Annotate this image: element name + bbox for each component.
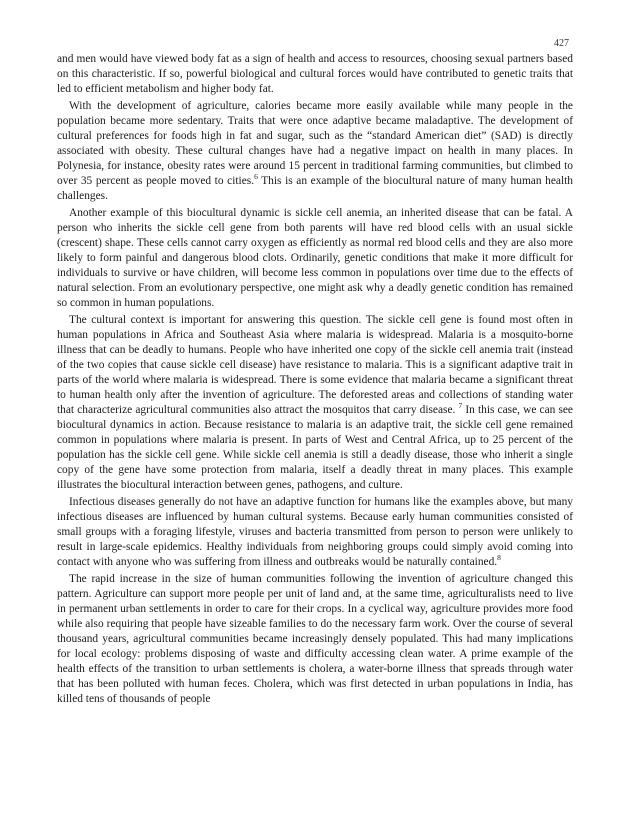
paragraph-4: [57, 313, 573, 493]
footnote-ref: 8: [497, 553, 501, 563]
footnote-ref: 7: [458, 401, 463, 411]
paragraph-text: The rapid increase in the size of human communities following the invention of agriculture changed this pattern. Agriculture can support more people per unit of land and, at the same time, agriculturalists need to live in permanent urban settlements in order to care for their crops. In a cyclical way, agriculture provides more food while also requiring that people have sizeable families to do the necessary farm work. Over the course of several thousand years, agricultural communities became increasingly densely populated. This had many implications for local ecology: problems disposing of waste and difficulty accessing clean water. A prime example of the health effects of the transition to urban settlements is cholera, a water-borne illness that spreads through water that has been polluted with human feces. Cholera, which was first detected in urban populations in India, has killed tens of thousands of people: [57, 573, 573, 705]
paragraph-6: [57, 572, 573, 707]
paragraph-text: Infectious diseases generally do not have an adaptive function for humans like the examples above, but many infectious diseases are influenced by human cultural systems. Because early human communities consisted of small groups with a foraging lifestyle, viruses and bacteria transmitted from person to person were unlikely to result in large-scale epidemics. Healthy individuals from neighboring groups could simply avoid coming into contact with anyone who was suffering from illness and outbreaks would be naturally contained.: [57, 496, 573, 568]
body-text: [57, 52, 573, 709]
paragraph-1: [57, 52, 573, 97]
paragraph-3: [57, 206, 573, 311]
paragraph-5: [57, 495, 573, 570]
page-number: 427: [554, 38, 569, 49]
footnote-ref: 6: [254, 172, 258, 182]
paragraph-text: The cultural context is important for answering this question. The sickle cell gene is found most often in human populations in Africa and Southeast Asia where malaria is widespread. Malaria is a mosquito-borne illness that can be deadly to humans. People who have inherited one copy of the sickle cell anemia trait (instead of the two copies that cause sickle cell disease) have resistance to malaria. This is a significant adaptive trait in parts of the world where malaria is widespread. There is some evidence that malaria became a significant threat to human health only after the invention of agriculture. The deforested areas and collections of standing water that characterize agricultural communities also attract the mosquitos that carry disease.: [57, 314, 573, 416]
paragraph-text: This is an example of the biocultural nature of many human health challenges.: [57, 175, 574, 202]
paragraph-2: [57, 99, 573, 204]
paragraph-text: With the development of agriculture, calories became more easily available while many people in the population became more sedentary. Traits that were once adaptive became maladaptive. The development of cultural preferences for foods high in fat and sugar, such as the “standard American diet” (SAD) is directly associated with obesity. These cultural changes have had a negative impact on health in many places. In Polynesia, for instance, obesity rates were around 15 percent in traditional farming communities, but climbed to over 35 percent as people moved to cities.: [57, 100, 573, 187]
paragraph-text: Another example of this biocultural dynamic is sickle cell anemia, an inherited disease that can be fatal. A person who inherits the sickle cell gene from both parents will have red blood cells with an usual sickle (crescent) shape. These cells cannot carry oxygen as efficiently as normal red blood cells and they are also more likely to form painful and dangerous blood clots. Ordinarily, genetic conditions that make it more difficult for individuals to survive or have children, will become less common in populations over time due to the effects of natural selection. From an evolutionary perspective, one might ask why a deadly genetic condition has remained so common in human populations.: [57, 207, 573, 309]
paragraph-text: and men would have viewed body fat as a sign of health and access to resources, choosing sexual partners based on this characteristic. If so, powerful biological and cultural forces would have contributed to genetic traits that led to efficient metabolism and higher body fat.: [57, 53, 573, 95]
paragraph-text: In this case, we can see biocultural dynamics in action. Because resistance to malaria is an adaptive trait, the sickle cell gene remained common in populations where malaria is present. In parts of West and Central Africa, up to 25 percent of the population has the sickle cell gene. While sickle cell anemia is still a deadly disease, those who inherit a single copy of the gene have some protection from malaria, itself a deadly threat in many places. This example illustrates the biocultural interaction between genes, pathogens, and culture.: [57, 404, 573, 491]
